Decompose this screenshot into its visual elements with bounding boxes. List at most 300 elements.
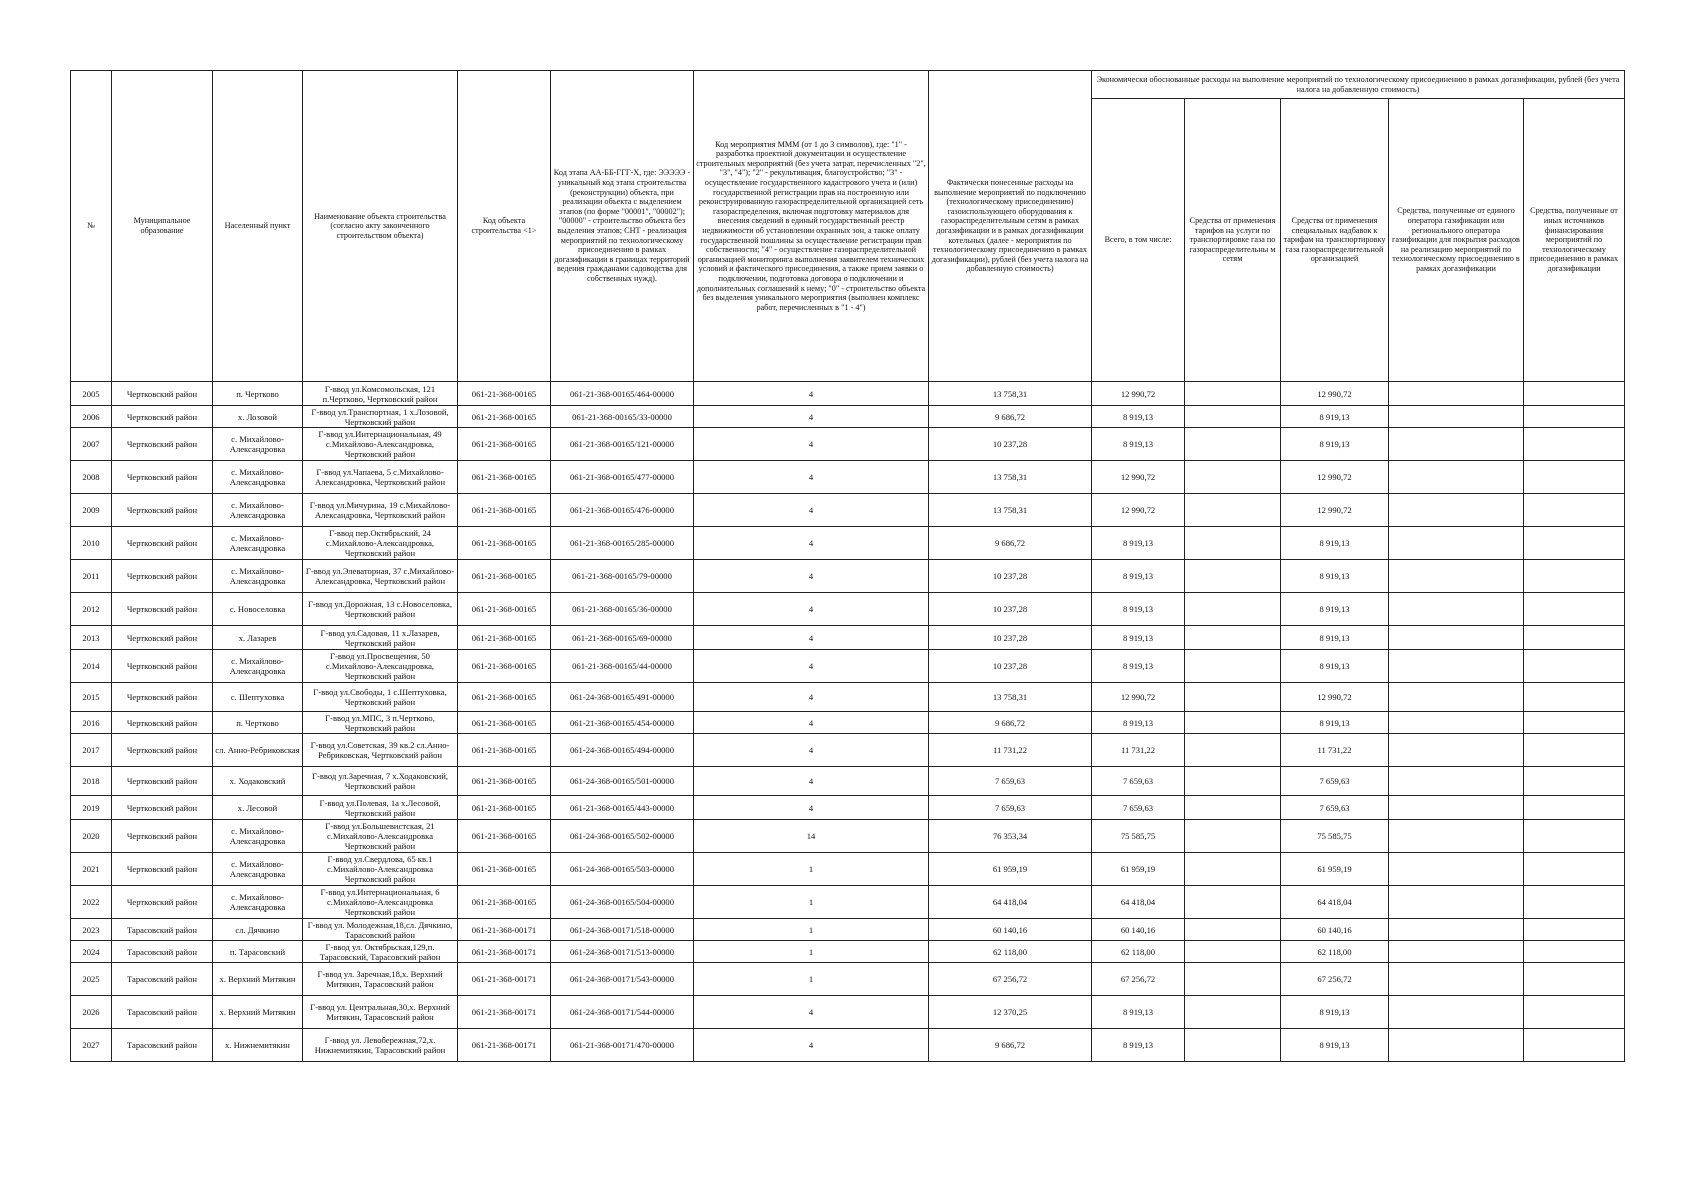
- cell-actual-costs: 7 659,63: [929, 796, 1092, 820]
- cell-total: 12 990,72: [1092, 461, 1185, 494]
- cell-num: 2006: [71, 406, 112, 428]
- table-row: [71, 963, 1625, 996]
- cell-municipality: Чертковский район: [112, 626, 213, 650]
- table-row: [71, 853, 1625, 886]
- cell-tariff: [1185, 767, 1281, 796]
- col-object-name: Наименование объекта строительства (согласно акту законченного строительством объекта): [303, 71, 458, 382]
- cell-stage-code: 061-24-368-00165/491-00000: [551, 683, 694, 712]
- cell-locality: х. Нижнемитякин: [213, 1029, 303, 1062]
- cell-locality: п. Чертково: [213, 712, 303, 734]
- cell-single-operator: [1389, 767, 1524, 796]
- cell-municipality: Чертковский район: [112, 593, 213, 626]
- cell-event-code: 1: [694, 963, 929, 996]
- cell-municipality: Тарасовский район: [112, 941, 213, 963]
- cell-object-code: 061-21-368-00165: [458, 527, 551, 560]
- cell-num: 2025: [71, 963, 112, 996]
- cell-num: 2012: [71, 593, 112, 626]
- cell-municipality: Чертковский район: [112, 428, 213, 461]
- cell-municipality: Тарасовский район: [112, 919, 213, 941]
- cell-total: 8 919,13: [1092, 560, 1185, 593]
- cell-total: 12 990,72: [1092, 382, 1185, 406]
- cell-object-name: Г-ввод ул. Молодежная,18,сл. Дячкино, Тарасовский район: [303, 919, 458, 941]
- cell-other-sources: [1524, 428, 1625, 461]
- cell-total: 8 919,13: [1092, 712, 1185, 734]
- cell-locality: с. Михайлово-Александровка: [213, 650, 303, 683]
- cell-object-name: Г-ввод ул.Свердлова, 65 кв.1 с.Михайлово-Александровка Чертковский район: [303, 853, 458, 886]
- table-row: [71, 796, 1625, 820]
- cell-event-code: 1: [694, 886, 929, 919]
- cell-stage-code: 061-21-368-00165/477-00000: [551, 461, 694, 494]
- cell-other-sources: [1524, 683, 1625, 712]
- cell-event-code: 4: [694, 494, 929, 527]
- cell-municipality: Тарасовский район: [112, 963, 213, 996]
- cell-stage-code: 061-21-368-00165/69-00000: [551, 626, 694, 650]
- cell-object-name: Г-ввод ул. Заречная,18,х. Верхний Митякин, Тарасовский район: [303, 963, 458, 996]
- cell-other-sources: [1524, 527, 1625, 560]
- cell-other-sources: [1524, 382, 1625, 406]
- cell-single-operator: [1389, 941, 1524, 963]
- cell-special-markup: 8 919,13: [1281, 712, 1389, 734]
- cell-single-operator: [1389, 406, 1524, 428]
- cell-actual-costs: 12 370,25: [929, 996, 1092, 1029]
- cell-event-code: 1: [694, 941, 929, 963]
- cell-object-name: Г-ввод ул.Мичурина, 19 с.Михайлово-Александровка, Чертковский район: [303, 494, 458, 527]
- cell-other-sources: [1524, 996, 1625, 1029]
- cell-actual-costs: 60 140,16: [929, 919, 1092, 941]
- cell-num: 2009: [71, 494, 112, 527]
- cell-single-operator: [1389, 886, 1524, 919]
- cell-event-code: 4: [694, 683, 929, 712]
- cell-object-name: Г-ввод ул.Большевистская, 21 с.Михайлово-Александровка Чертковский район: [303, 820, 458, 853]
- cell-object-name: Г-ввод ул.Свободы, 1 с.Шептуховка, Чертковский район: [303, 683, 458, 712]
- cell-other-sources: [1524, 560, 1625, 593]
- table-row: [71, 919, 1625, 941]
- cell-num: 2024: [71, 941, 112, 963]
- cell-stage-code: 061-24-368-00171/544-00000: [551, 996, 694, 1029]
- cell-tariff: [1185, 734, 1281, 767]
- col-special-markup: Средства от применения специальных надбавок к тарифам на транспортировку газа газораспределительной организацией: [1281, 99, 1389, 382]
- cell-locality: с. Михайлово-Александровка: [213, 820, 303, 853]
- cell-locality: х. Верхний Митякин: [213, 963, 303, 996]
- cell-num: 2027: [71, 1029, 112, 1062]
- cell-num: 2023: [71, 919, 112, 941]
- cell-stage-code: 061-24-368-00165/502-00000: [551, 820, 694, 853]
- cell-special-markup: 11 731,22: [1281, 734, 1389, 767]
- cell-num: 2022: [71, 886, 112, 919]
- cell-object-code: 061-21-368-00165: [458, 406, 551, 428]
- cell-locality: с. Михайлово-Александровка: [213, 428, 303, 461]
- cell-event-code: 4: [694, 767, 929, 796]
- cell-object-name: Г-ввод ул.Просвещения, 50 с.Михайлово-Александровка, Чертковский район: [303, 650, 458, 683]
- cell-municipality: Тарасовский район: [112, 996, 213, 1029]
- cell-object-name: Г-ввод ул.Садовая, 11 х.Лазарев, Чертковский район: [303, 626, 458, 650]
- cell-single-operator: [1389, 1029, 1524, 1062]
- table-row: [71, 406, 1625, 428]
- table-row: [71, 683, 1625, 712]
- gasification-costs-table: [70, 70, 1625, 1062]
- cell-stage-code: 061-21-368-00165/476-00000: [551, 494, 694, 527]
- cell-municipality: Чертковский район: [112, 853, 213, 886]
- cell-other-sources: [1524, 593, 1625, 626]
- cell-locality: с. Шептуховка: [213, 683, 303, 712]
- cell-municipality: Чертковский район: [112, 382, 213, 406]
- col-locality: Населенный пункт: [213, 71, 303, 382]
- cell-single-operator: [1389, 796, 1524, 820]
- cell-actual-costs: 61 959,19: [929, 853, 1092, 886]
- cell-municipality: Чертковский район: [112, 494, 213, 527]
- cell-event-code: 4: [694, 527, 929, 560]
- table-row: [71, 996, 1625, 1029]
- cell-event-code: 4: [694, 406, 929, 428]
- cell-special-markup: 8 919,13: [1281, 428, 1389, 461]
- cell-tariff: [1185, 382, 1281, 406]
- cell-object-code: 061-21-368-00171: [458, 1029, 551, 1062]
- cell-event-code: 1: [694, 919, 929, 941]
- cell-special-markup: 60 140,16: [1281, 919, 1389, 941]
- cell-object-name: Г-ввод ул.Чапаева, 5 с.Михайлово-Александровка, Чертковский район: [303, 461, 458, 494]
- cell-stage-code: 061-21-368-00165/285-00000: [551, 527, 694, 560]
- cell-total: 8 919,13: [1092, 593, 1185, 626]
- cell-special-markup: 8 919,13: [1281, 1029, 1389, 1062]
- cell-single-operator: [1389, 996, 1524, 1029]
- cell-num: 2007: [71, 428, 112, 461]
- col-other-sources: Средства, полученные от иных источников финансирования мероприятий по технологическому присоединению в рамках догазификации: [1524, 99, 1625, 382]
- cell-other-sources: [1524, 820, 1625, 853]
- table-row: [71, 886, 1625, 919]
- cell-tariff: [1185, 461, 1281, 494]
- cell-event-code: 1: [694, 853, 929, 886]
- table-row: [71, 650, 1625, 683]
- cell-object-code: 061-21-368-00165: [458, 886, 551, 919]
- cell-other-sources: [1524, 734, 1625, 767]
- cell-object-code: 061-21-368-00165: [458, 461, 551, 494]
- cell-other-sources: [1524, 941, 1625, 963]
- cell-total: 67 256,72: [1092, 963, 1185, 996]
- cell-num: 2014: [71, 650, 112, 683]
- cell-special-markup: 7 659,63: [1281, 767, 1389, 796]
- table-row: [71, 593, 1625, 626]
- cell-object-name: Г-ввод пер.Октябрьский, 24 с.Михайлово-Александровка, Чертковский район: [303, 527, 458, 560]
- cell-object-code: 061-21-368-00171: [458, 996, 551, 1029]
- col-event-code: Код мероприятия МММ (от 1 до 3 символов), где: "1" - разработка проектной документации и осуществление строительных мероприятий (без учета затрат, перечисленных "2", "3", "4"); "2" - рекультивация, благоустройство; "3" - осуществление государственного кадастрового учета и (или) государственной регистрации прав на построенную или реконструированную газораспределительной организацией сеть газораспределения, включая подготовку материалов для внесения сведений в единый государственный реестр недвижимости об установлении охранных зон, а также оплату государственной пошлины за осуществление регистрации прав собственности; "4" - осуществление газораспределительной организацией мониторинга выполнения заявителем технических условий и фактического присоединения, а также прием заявки о подключении, подготовка договора о подключении и дополнительных соглашений к нему; "0" - строительство объекта без выделения уникального мероприятия (выполнен комплекс работ, перечисленных в "1 - 4"): [694, 71, 929, 382]
- cell-single-operator: [1389, 853, 1524, 886]
- cell-event-code: 4: [694, 461, 929, 494]
- cell-object-code: 061-21-368-00165: [458, 593, 551, 626]
- cell-single-operator: [1389, 461, 1524, 494]
- cell-actual-costs: 13 758,31: [929, 683, 1092, 712]
- cell-single-operator: [1389, 560, 1524, 593]
- cell-tariff: [1185, 593, 1281, 626]
- cell-total: 8 919,13: [1092, 428, 1185, 461]
- table-row: [71, 820, 1625, 853]
- cell-other-sources: [1524, 796, 1625, 820]
- cell-stage-code: 061-21-368-00165/36-00000: [551, 593, 694, 626]
- cell-event-code: 4: [694, 1029, 929, 1062]
- cell-locality: с. Михайлово-Александровка: [213, 886, 303, 919]
- cell-event-code: 4: [694, 593, 929, 626]
- col-object-code: Код объекта строительства <1>: [458, 71, 551, 382]
- cell-special-markup: 12 990,72: [1281, 683, 1389, 712]
- cell-stage-code: 061-24-368-00171/518-00000: [551, 919, 694, 941]
- cell-single-operator: [1389, 734, 1524, 767]
- cell-total: 8 919,13: [1092, 406, 1185, 428]
- cell-tariff: [1185, 428, 1281, 461]
- cell-municipality: Чертковский район: [112, 650, 213, 683]
- cell-municipality: Чертковский район: [112, 796, 213, 820]
- cell-single-operator: [1389, 650, 1524, 683]
- cell-special-markup: 8 919,13: [1281, 996, 1389, 1029]
- cell-special-markup: 61 959,19: [1281, 853, 1389, 886]
- cell-tariff: [1185, 963, 1281, 996]
- cell-num: 2021: [71, 853, 112, 886]
- cell-municipality: Чертковский район: [112, 820, 213, 853]
- cell-object-code: 061-21-368-00165: [458, 767, 551, 796]
- cell-locality: с. Михайлово-Александровка: [213, 494, 303, 527]
- cell-object-code: 061-21-368-00165: [458, 853, 551, 886]
- cell-locality: с. Новоселовка: [213, 593, 303, 626]
- cell-tariff: [1185, 941, 1281, 963]
- cell-object-name: Г-ввод ул.Заречная, 7 х.Ходаковский, Чертковский район: [303, 767, 458, 796]
- col-total: Всего, в том числе:: [1092, 99, 1185, 382]
- cell-locality: сл. Анно-Ребриковская: [213, 734, 303, 767]
- cell-object-name: Г-ввод ул.Транспортная, 1 х.Лозовой, Чертковский район: [303, 406, 458, 428]
- cell-event-code: 4: [694, 382, 929, 406]
- cell-total: 8 919,13: [1092, 1029, 1185, 1062]
- table-body: [71, 382, 1625, 1062]
- cell-tariff: [1185, 919, 1281, 941]
- table-row: [71, 1029, 1625, 1062]
- cell-special-markup: 75 585,75: [1281, 820, 1389, 853]
- cell-object-name: Г-ввод ул.Советская, 39 кв.2 сл.Анно-Ребриковская, Чертковский район: [303, 734, 458, 767]
- cell-actual-costs: 9 686,72: [929, 1029, 1092, 1062]
- cell-actual-costs: 13 758,31: [929, 382, 1092, 406]
- cell-actual-costs: 11 731,22: [929, 734, 1092, 767]
- cell-object-name: Г-ввод ул. Октябрьская,129,п. Тарасовский, Тарасовский район: [303, 941, 458, 963]
- cell-object-name: Г-ввод ул.МПС, 3 п.Чертково, Чертковский район: [303, 712, 458, 734]
- table-row: [71, 767, 1625, 796]
- cell-other-sources: [1524, 626, 1625, 650]
- cell-municipality: Чертковский район: [112, 767, 213, 796]
- cell-locality: х. Ходаковский: [213, 767, 303, 796]
- cell-event-code: 4: [694, 734, 929, 767]
- cell-stage-code: 061-24-368-00165/503-00000: [551, 853, 694, 886]
- cell-actual-costs: 10 237,28: [929, 650, 1092, 683]
- cell-other-sources: [1524, 886, 1625, 919]
- cell-locality: с. Михайлово-Александровка: [213, 853, 303, 886]
- cell-single-operator: [1389, 382, 1524, 406]
- cell-object-name: Г-ввод ул.Комсомольская, 121 п.Чертково, Чертковский район: [303, 382, 458, 406]
- cell-object-code: 061-21-368-00165: [458, 683, 551, 712]
- cell-tariff: [1185, 560, 1281, 593]
- cell-actual-costs: 64 418,04: [929, 886, 1092, 919]
- cell-event-code: 4: [694, 796, 929, 820]
- table-row: [71, 712, 1625, 734]
- cell-tariff: [1185, 527, 1281, 560]
- cell-stage-code: 061-24-368-00171/543-00000: [551, 963, 694, 996]
- cell-stage-code: 061-21-368-00165/464-00000: [551, 382, 694, 406]
- cell-object-code: 061-21-368-00165: [458, 560, 551, 593]
- cell-other-sources: [1524, 494, 1625, 527]
- cell-locality: п. Чертково: [213, 382, 303, 406]
- cell-total: 12 990,72: [1092, 494, 1185, 527]
- cell-locality: х. Верхний Митякин: [213, 996, 303, 1029]
- cell-object-code: 061-21-368-00165: [458, 428, 551, 461]
- cell-tariff: [1185, 626, 1281, 650]
- cell-tariff: [1185, 796, 1281, 820]
- cell-locality: х. Лазарев: [213, 626, 303, 650]
- cell-num: 2008: [71, 461, 112, 494]
- cell-municipality: Чертковский район: [112, 461, 213, 494]
- cell-total: 11 731,22: [1092, 734, 1185, 767]
- cell-special-markup: 8 919,13: [1281, 626, 1389, 650]
- cell-object-code: 061-21-368-00165: [458, 650, 551, 683]
- cell-single-operator: [1389, 683, 1524, 712]
- cell-object-name: Г-ввод ул.Интернациональная, 6 с.Михайлово-Александровка Чертковский район: [303, 886, 458, 919]
- cell-locality: х. Лесовой: [213, 796, 303, 820]
- cell-total: 8 919,13: [1092, 527, 1185, 560]
- cell-locality: с. Михайлово-Александровка: [213, 560, 303, 593]
- cell-object-name: Г-ввод ул.Дорожная, 13 с.Новоселовка, Чертковский район: [303, 593, 458, 626]
- cell-special-markup: 12 990,72: [1281, 461, 1389, 494]
- cell-stage-code: 061-21-368-00165/443-00000: [551, 796, 694, 820]
- cell-object-code: 061-21-368-00165: [458, 626, 551, 650]
- cell-num: 2005: [71, 382, 112, 406]
- table-row: [71, 527, 1625, 560]
- cell-num: 2026: [71, 996, 112, 1029]
- cell-municipality: Чертковский район: [112, 886, 213, 919]
- cell-object-name: Г-ввод ул. Левобережная,72,х. Нижнемитякин, Тарасовский район: [303, 1029, 458, 1062]
- cell-actual-costs: 76 353,34: [929, 820, 1092, 853]
- cell-municipality: Чертковский район: [112, 560, 213, 593]
- cell-actual-costs: 9 686,72: [929, 712, 1092, 734]
- col-actual-costs: Фактически понесенные расходы на выполнение мероприятий по подключению (технологическому присоединению) газоиспользующего оборудования к газораспределительным сетям в рамках догазификации и в рамках догазификации котельных (далее - мероприятия по технологическому присоединению в рамках догазификации), рублей (без учета налога на добавленную стоимость): [929, 71, 1092, 382]
- cell-num: 2020: [71, 820, 112, 853]
- cell-single-operator: [1389, 712, 1524, 734]
- cell-tariff: [1185, 853, 1281, 886]
- cell-locality: с. Михайлово-Александровка: [213, 527, 303, 560]
- cell-other-sources: [1524, 919, 1625, 941]
- cell-special-markup: 8 919,13: [1281, 527, 1389, 560]
- cell-locality: сл. Дячкино: [213, 919, 303, 941]
- cell-total: 62 118,00: [1092, 941, 1185, 963]
- cell-actual-costs: 9 686,72: [929, 406, 1092, 428]
- col-municipality: Муниципальное образование: [112, 71, 213, 382]
- cell-tariff: [1185, 820, 1281, 853]
- cell-tariff: [1185, 996, 1281, 1029]
- cell-object-code: 061-21-368-00165: [458, 712, 551, 734]
- cell-special-markup: 12 990,72: [1281, 382, 1389, 406]
- cell-tariff: [1185, 683, 1281, 712]
- cell-object-code: 061-21-368-00165: [458, 494, 551, 527]
- cell-single-operator: [1389, 428, 1524, 461]
- cell-special-markup: 62 118,00: [1281, 941, 1389, 963]
- cell-num: 2010: [71, 527, 112, 560]
- cell-stage-code: 061-21-368-00171/470-00000: [551, 1029, 694, 1062]
- cell-special-markup: 7 659,63: [1281, 796, 1389, 820]
- cell-tariff: [1185, 650, 1281, 683]
- cell-stage-code: 061-21-368-00165/33-00000: [551, 406, 694, 428]
- cell-stage-code: 061-21-368-00165/79-00000: [551, 560, 694, 593]
- table-row: [71, 382, 1625, 406]
- table-row: [71, 626, 1625, 650]
- cell-object-name: Г-ввод ул.Полевая, 1а х.Лесовой, Чертковский район: [303, 796, 458, 820]
- cell-tariff: [1185, 406, 1281, 428]
- cell-event-code: 4: [694, 996, 929, 1029]
- cell-other-sources: [1524, 963, 1625, 996]
- cell-municipality: Чертковский район: [112, 527, 213, 560]
- cell-other-sources: [1524, 853, 1625, 886]
- cell-event-code: 14: [694, 820, 929, 853]
- cell-object-code: 061-21-368-00165: [458, 820, 551, 853]
- table-row: [71, 560, 1625, 593]
- cell-special-markup: 8 919,13: [1281, 406, 1389, 428]
- cell-tariff: [1185, 1029, 1281, 1062]
- col-single-operator: Средства, полученные от единого оператора газификации или регионального оператора газификации для покрытия расходов на реализацию мероприятий по технологическому присоединению в рамках догазификации: [1389, 99, 1524, 382]
- cell-locality: х. Лозовой: [213, 406, 303, 428]
- table-row: [71, 941, 1625, 963]
- cell-stage-code: 061-21-368-00165/44-00000: [551, 650, 694, 683]
- cell-other-sources: [1524, 406, 1625, 428]
- cell-single-operator: [1389, 963, 1524, 996]
- cell-locality: п. Тарасовский: [213, 941, 303, 963]
- cell-other-sources: [1524, 461, 1625, 494]
- cell-object-code: 061-21-368-00165: [458, 796, 551, 820]
- cell-stage-code: 061-24-368-00165/494-00000: [551, 734, 694, 767]
- cell-actual-costs: 10 237,28: [929, 560, 1092, 593]
- cell-object-code: 061-21-368-00171: [458, 941, 551, 963]
- cell-object-name: Г-ввод ул.Элеваторная, 37 с.Михайлово-Александровка, Чертковский район: [303, 560, 458, 593]
- cell-locality: с. Михайлово-Александровка: [213, 461, 303, 494]
- cell-actual-costs: 13 758,31: [929, 494, 1092, 527]
- cell-actual-costs: 9 686,72: [929, 527, 1092, 560]
- cell-num: 2019: [71, 796, 112, 820]
- cell-event-code: 4: [694, 650, 929, 683]
- cell-total: 7 659,63: [1092, 767, 1185, 796]
- cell-total: 8 919,13: [1092, 650, 1185, 683]
- cell-num: 2011: [71, 560, 112, 593]
- col-stage-code: Код этапа АА-ББ-ГГГ-Х, где: ЭЭЭЭЭ - уникальный код этапа строительства (реконструкции) объекта, при реализации объекта с выделением этапов (по форме "00001", "00002"); "00000" - строительство объекта без выделения этапов; СНТ - реализация мероприятий по технологическому присоединению в рамках догазификации в границах территорий ведения гражданами садоводства для собственных нужд).: [551, 71, 694, 382]
- cell-object-code: 061-21-368-00165: [458, 382, 551, 406]
- cell-single-operator: [1389, 820, 1524, 853]
- cell-object-code: 061-21-368-00171: [458, 919, 551, 941]
- cell-event-code: 4: [694, 560, 929, 593]
- cell-tariff: [1185, 886, 1281, 919]
- cell-total: 75 585,75: [1092, 820, 1185, 853]
- cell-event-code: 4: [694, 626, 929, 650]
- table-row: [71, 494, 1625, 527]
- cell-actual-costs: 7 659,63: [929, 767, 1092, 796]
- cell-actual-costs: 10 237,28: [929, 593, 1092, 626]
- cell-num: 2018: [71, 767, 112, 796]
- cell-event-code: 4: [694, 428, 929, 461]
- cell-object-code: 061-21-368-00171: [458, 963, 551, 996]
- cell-total: 7 659,63: [1092, 796, 1185, 820]
- cell-stage-code: 061-24-368-00171/513-00000: [551, 941, 694, 963]
- cell-stage-code: 061-21-368-00165/454-00000: [551, 712, 694, 734]
- cell-actual-costs: 62 118,00: [929, 941, 1092, 963]
- cell-single-operator: [1389, 527, 1524, 560]
- cell-municipality: Чертковский район: [112, 734, 213, 767]
- cell-total: 64 418,04: [1092, 886, 1185, 919]
- cell-special-markup: 8 919,13: [1281, 593, 1389, 626]
- cell-single-operator: [1389, 919, 1524, 941]
- cell-actual-costs: 10 237,28: [929, 626, 1092, 650]
- cell-stage-code: 061-21-368-00165/121-00000: [551, 428, 694, 461]
- cell-municipality: Чертковский район: [112, 712, 213, 734]
- cell-stage-code: 061-24-368-00165/504-00000: [551, 886, 694, 919]
- cell-single-operator: [1389, 593, 1524, 626]
- cell-other-sources: [1524, 767, 1625, 796]
